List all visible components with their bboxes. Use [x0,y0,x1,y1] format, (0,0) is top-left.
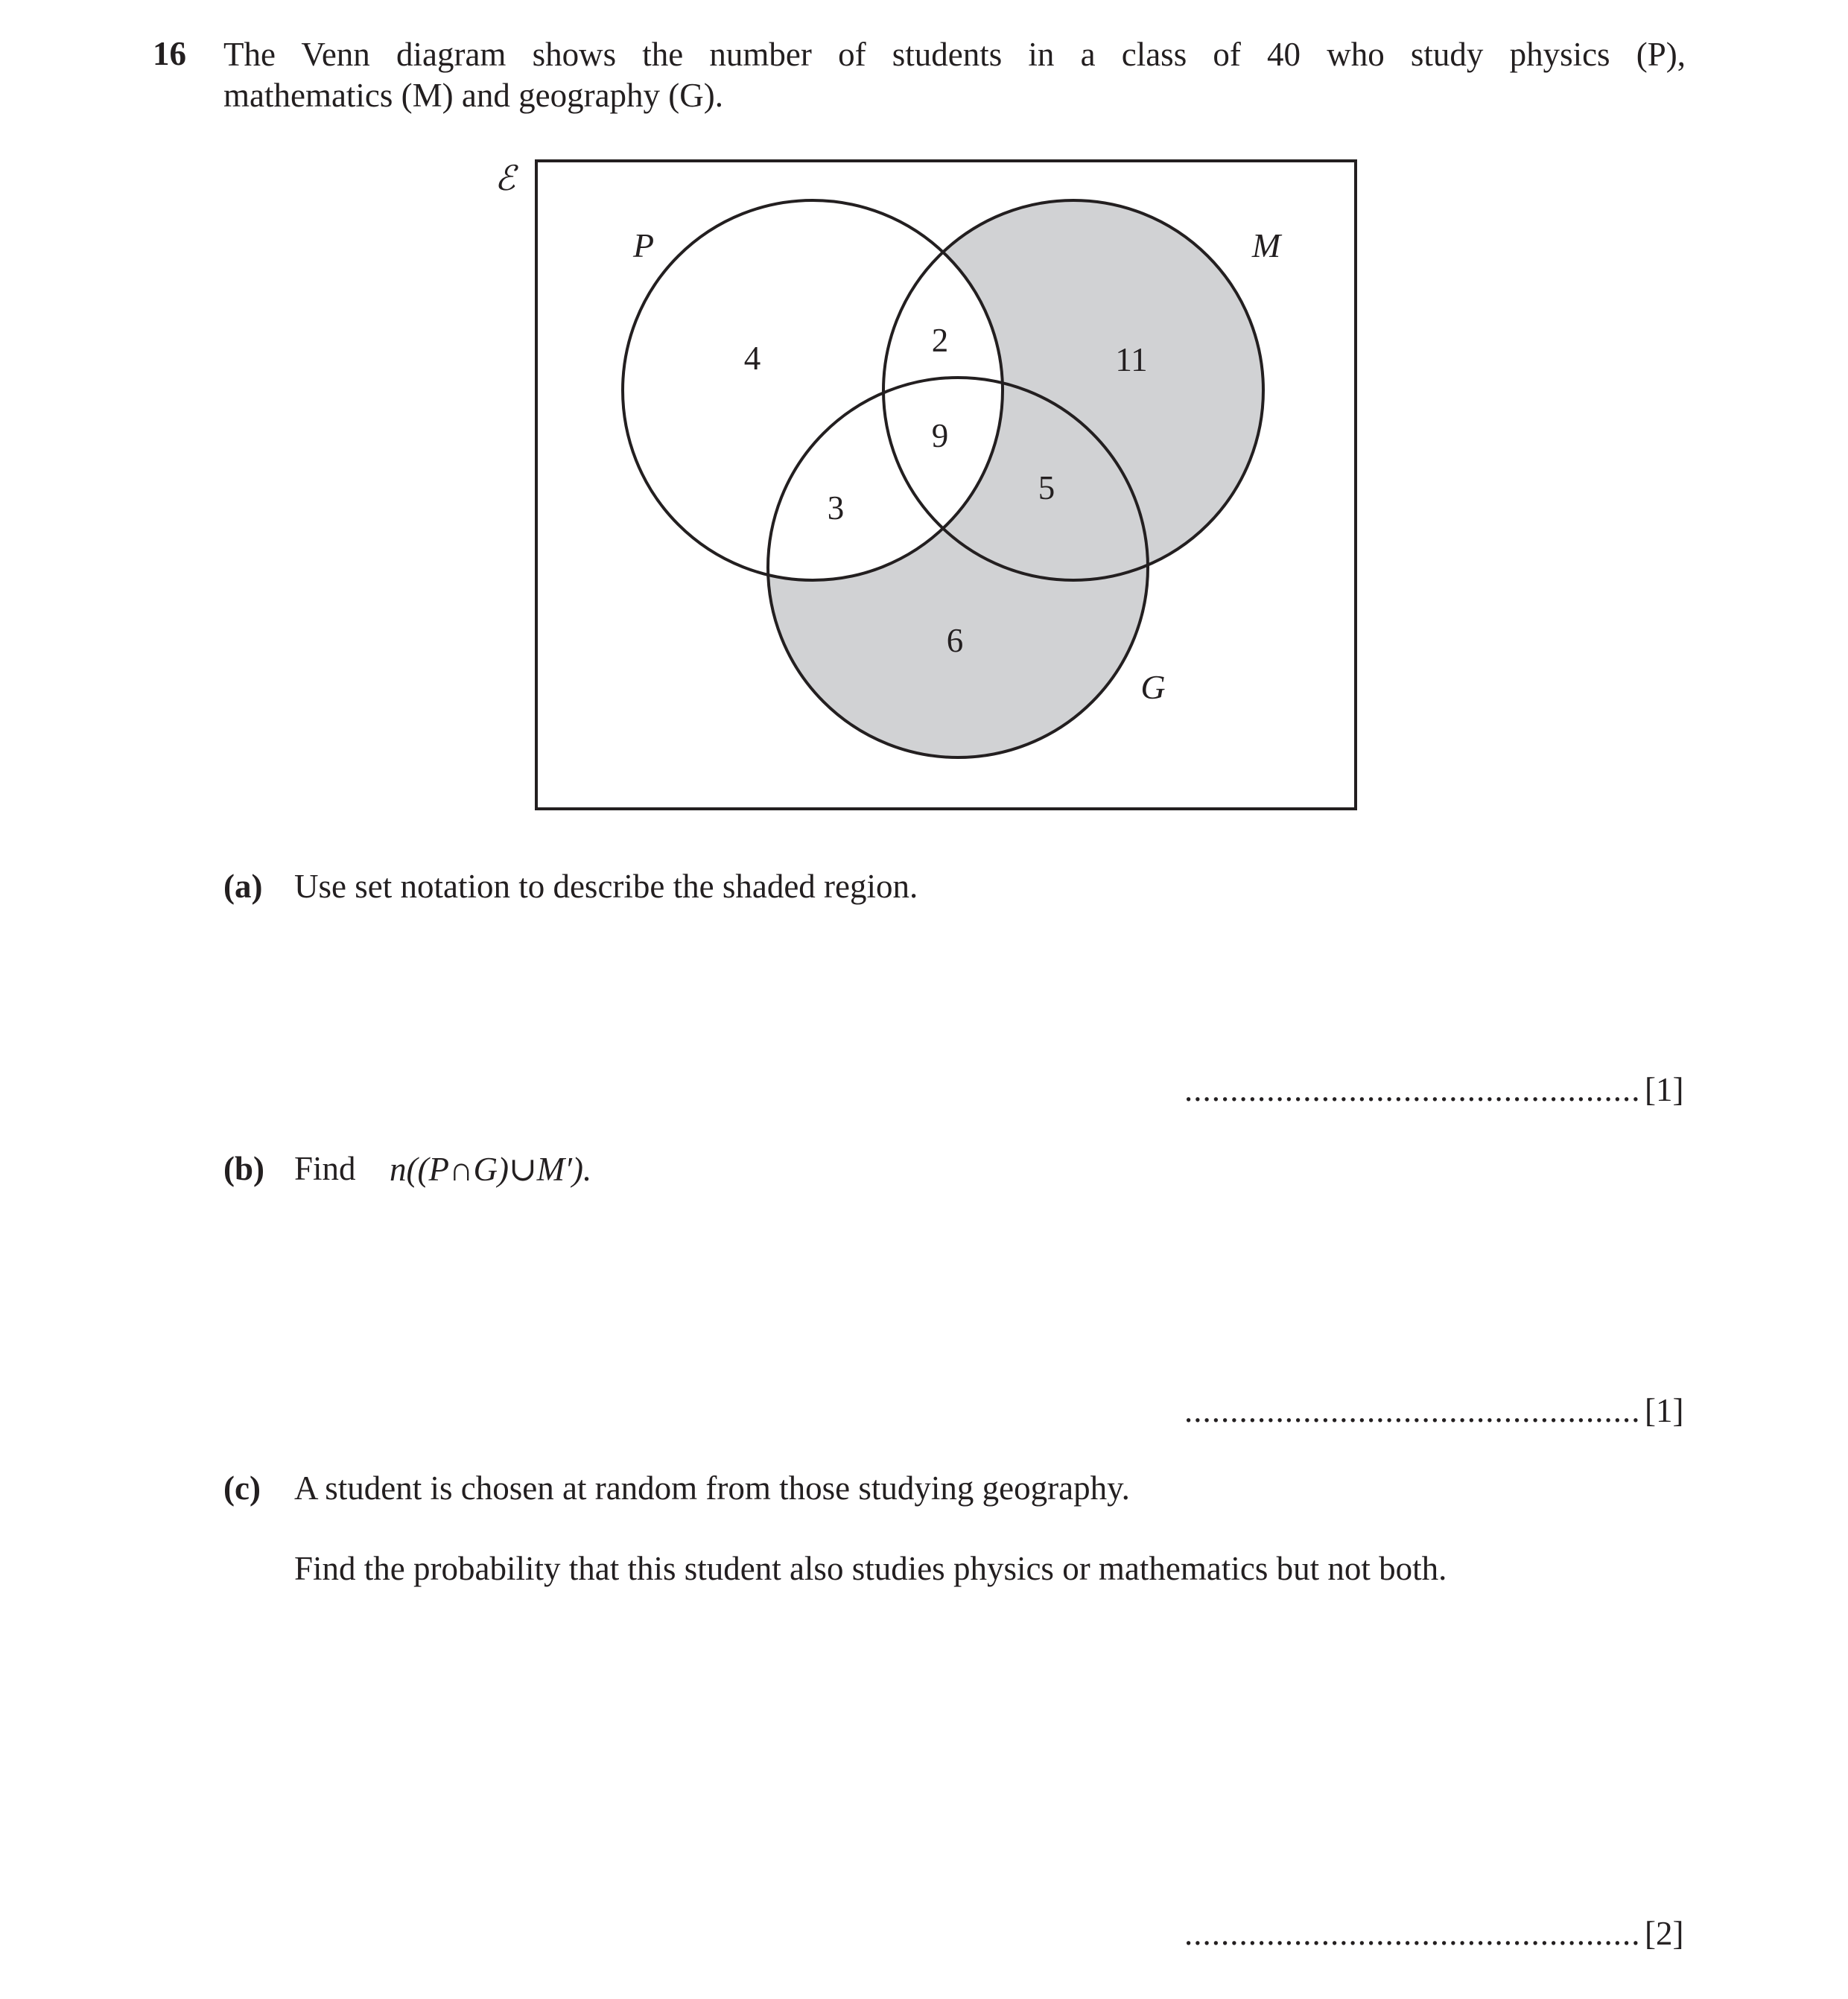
part-b-label: (b) [223,1150,264,1187]
part-b-text: Find [294,1150,356,1187]
part-a-text: Use set notation to describe the shaded region. [294,868,918,905]
region-g-only: 6 [946,622,964,659]
region-p-only: 4 [743,340,761,377]
venn-diagram [0,0,1848,842]
region-p-and-g-only: 3 [827,489,845,527]
shaded-region [768,200,1263,757]
region-m-and-g-only: 5 [1038,469,1055,506]
part-c-text-2: Find the probability that this student also studies physics or mathematics but not both. [294,1550,1447,1587]
part-b-answer-line[interactable]: .................................................. [1184,1392,1641,1429]
part-a-answer-line[interactable]: .................................................. [1184,1071,1641,1108]
part-c-text: A student is chosen at random from those studying geography. [294,1469,1130,1507]
part-b-marks: [1] [1645,1392,1684,1429]
part-c-answer-line[interactable]: .................................................. [1184,1915,1641,1952]
part-c-marks: [2] [1645,1915,1684,1952]
set-label-g: G [1140,668,1166,706]
part-a-label: (a) [223,868,263,905]
question-intro-line-2: mathematics (M) and geography (G). [223,77,724,114]
set-label-m: M [1251,226,1281,264]
region-p-and-m-only: 2 [931,322,949,359]
part-c-label: (c) [223,1469,261,1507]
set-label-p: P [632,226,655,264]
part-b-expression: n((P∩G)∪M′). [390,1151,592,1188]
region-m-only: 11 [1115,341,1148,378]
question-number: 16 [153,35,186,72]
universal-set-symbol: ℰ [495,159,515,197]
part-a-marks: [1] [1645,1071,1684,1108]
question-intro-line-1: The Venn diagram shows the number of students in a class of 40 who study physics (P), [223,36,1686,73]
region-p-m-g: 9 [931,417,949,454]
